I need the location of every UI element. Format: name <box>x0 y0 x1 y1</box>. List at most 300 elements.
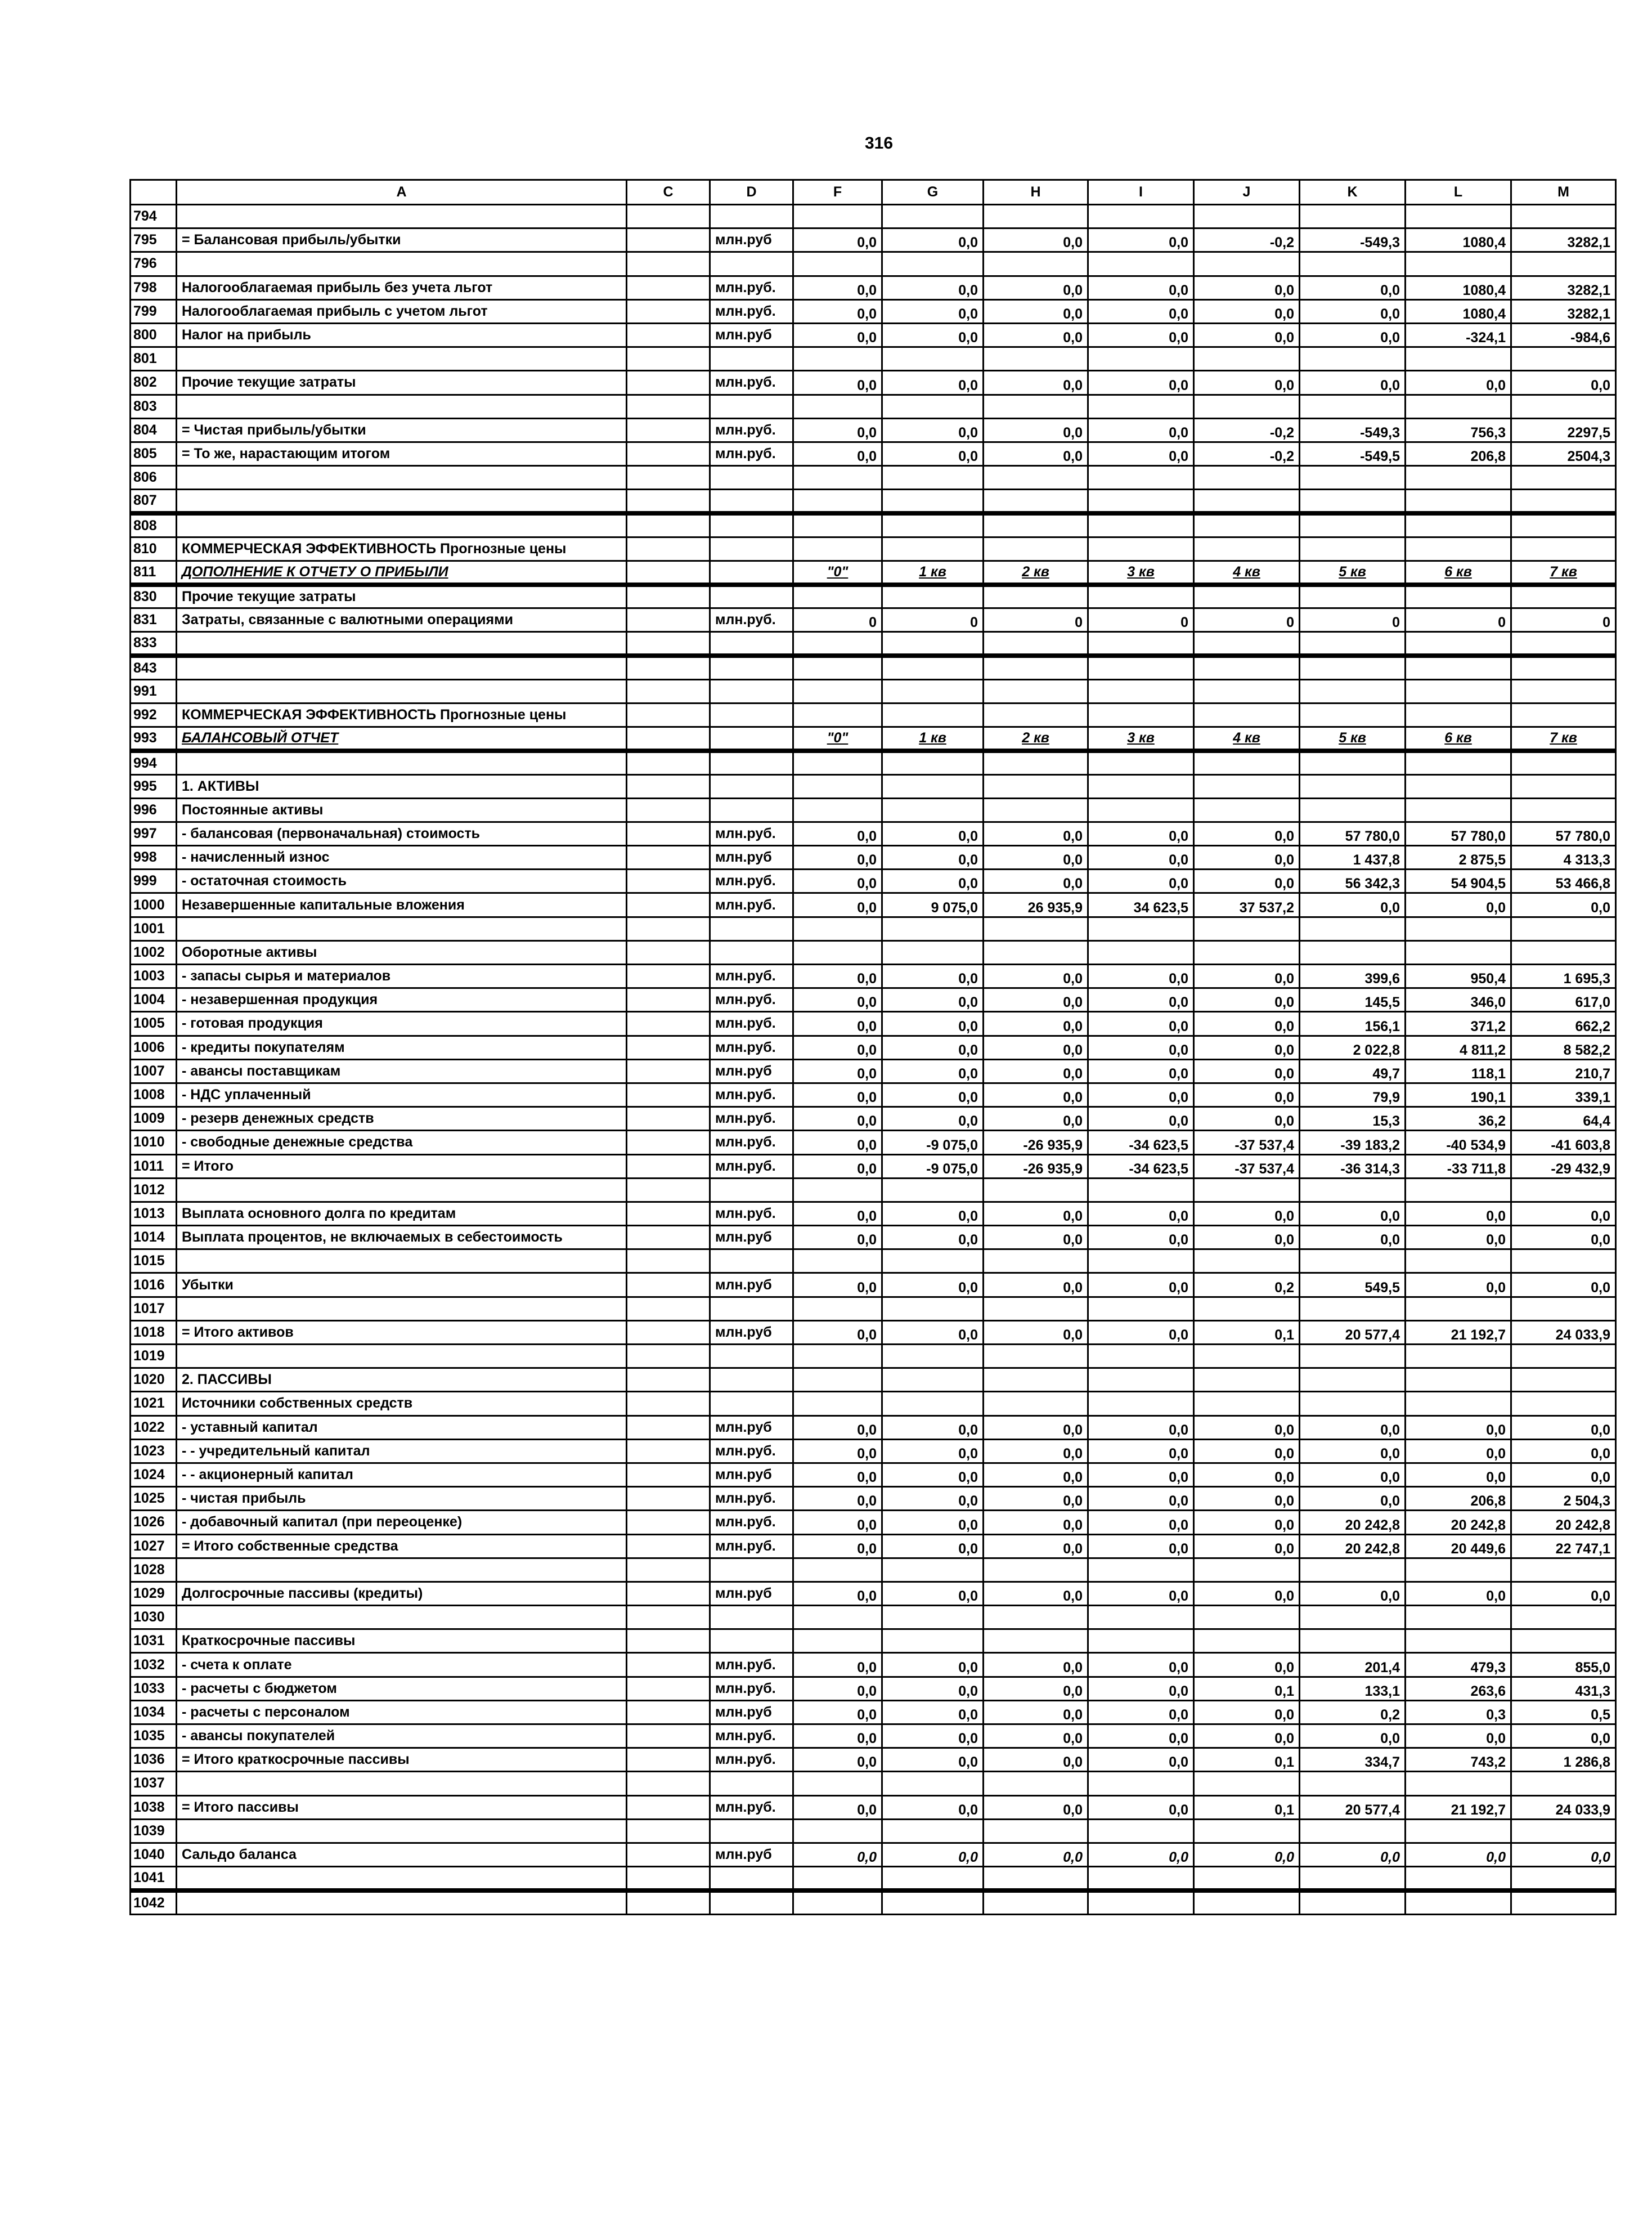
value-cell[interactable] <box>1194 774 1300 798</box>
unit-cell[interactable] <box>710 1819 793 1843</box>
value-cell[interactable] <box>984 632 1088 656</box>
value-cell[interactable]: 0,0 <box>882 846 984 870</box>
unit-cell[interactable]: млн.руб <box>710 229 793 252</box>
value-cell[interactable] <box>1194 1345 1300 1368</box>
row-number-cell[interactable]: 1019 <box>131 1345 177 1368</box>
label-cell[interactable] <box>177 1345 627 1368</box>
unit-cell[interactable]: млн.руб. <box>710 1131 793 1154</box>
value-cell[interactable] <box>1511 1345 1616 1368</box>
value-cell[interactable]: 0 <box>1194 608 1300 632</box>
value-cell[interactable] <box>984 513 1088 537</box>
value-cell[interactable]: 0,0 <box>1088 1487 1194 1511</box>
value-cell[interactable] <box>1300 1297 1406 1320</box>
label-cell[interactable]: - счета к оплате <box>177 1653 627 1677</box>
value-cell[interactable] <box>1088 1867 1194 1890</box>
unit-cell[interactable]: млн.руб <box>710 323 793 347</box>
value-cell[interactable] <box>1511 1178 1616 1202</box>
value-cell[interactable] <box>1088 1368 1194 1392</box>
value-cell[interactable]: 1080,4 <box>1406 229 1511 252</box>
value-cell[interactable] <box>1511 513 1616 537</box>
value-cell[interactable] <box>1406 751 1511 774</box>
value-cell[interactable]: "0" <box>793 727 882 751</box>
value-cell[interactable] <box>1511 1819 1616 1843</box>
value-cell[interactable]: -26 935,9 <box>984 1154 1088 1178</box>
value-cell[interactable]: 0,0 <box>882 299 984 323</box>
value-cell[interactable]: 0,0 <box>984 1724 1088 1748</box>
unit-cell[interactable] <box>710 1249 793 1273</box>
row-number-cell[interactable]: 1001 <box>131 917 177 940</box>
value-cell[interactable]: 0,0 <box>882 371 984 395</box>
row-number-cell[interactable]: 1008 <box>131 1083 177 1106</box>
label-cell[interactable] <box>177 751 627 774</box>
label-cell[interactable] <box>177 1890 627 1914</box>
value-cell[interactable] <box>1088 1297 1194 1320</box>
column-c-cell[interactable] <box>627 1439 710 1463</box>
label-cell[interactable]: Прочие текущие затраты <box>177 585 627 608</box>
value-cell[interactable] <box>1406 490 1511 513</box>
row-number-cell[interactable]: 1022 <box>131 1415 177 1439</box>
value-cell[interactable] <box>1406 798 1511 822</box>
row-number-cell[interactable]: 804 <box>131 418 177 442</box>
value-cell[interactable]: 0,0 <box>1088 965 1194 988</box>
value-cell[interactable]: 0,0 <box>1088 988 1194 1012</box>
label-cell[interactable]: КОММЕРЧЕСКАЯ ЭФФЕКТИВНОСТЬ Прогнозные цены <box>177 703 627 727</box>
unit-cell[interactable] <box>710 1392 793 1415</box>
value-cell[interactable]: 0,0 <box>984 1748 1088 1772</box>
column-c-cell[interactable] <box>627 1511 710 1534</box>
row-number-cell[interactable]: 1016 <box>131 1273 177 1297</box>
row-number-cell[interactable]: 1033 <box>131 1677 177 1700</box>
value-cell[interactable]: -37 537,4 <box>1194 1154 1300 1178</box>
value-cell[interactable]: 2297,5 <box>1511 418 1616 442</box>
label-cell[interactable]: - балансовая (первоначальная) стоимость <box>177 822 627 845</box>
value-cell[interactable] <box>882 205 984 229</box>
row-number-cell[interactable]: 1027 <box>131 1534 177 1558</box>
value-cell[interactable]: 20 242,8 <box>1300 1511 1406 1534</box>
value-cell[interactable] <box>1194 252 1300 276</box>
row-number-cell[interactable]: 1031 <box>131 1629 177 1653</box>
value-cell[interactable] <box>793 347 882 371</box>
value-cell[interactable] <box>1194 1890 1300 1914</box>
value-cell[interactable]: 0,0 <box>1194 1653 1300 1677</box>
value-cell[interactable] <box>1511 347 1616 371</box>
value-cell[interactable]: 0,0 <box>1088 1748 1194 1772</box>
value-cell[interactable] <box>1088 679 1194 703</box>
value-cell[interactable]: -9 075,0 <box>882 1131 984 1154</box>
value-cell[interactable]: 0,0 <box>984 1700 1088 1724</box>
value-cell[interactable]: -0,2 <box>1194 229 1300 252</box>
column-c-cell[interactable] <box>627 513 710 537</box>
unit-cell[interactable]: млн.руб. <box>710 1511 793 1534</box>
value-cell[interactable] <box>1194 1178 1300 1202</box>
value-cell[interactable] <box>1088 585 1194 608</box>
value-cell[interactable]: 0,0 <box>984 276 1088 299</box>
unit-cell[interactable]: млн.руб <box>710 1059 793 1083</box>
value-cell[interactable] <box>793 1606 882 1629</box>
column-c-cell[interactable] <box>627 1059 710 1083</box>
value-cell[interactable] <box>984 751 1088 774</box>
column-header[interactable]: M <box>1511 180 1616 205</box>
value-cell[interactable]: 0,0 <box>984 988 1088 1012</box>
column-c-cell[interactable] <box>627 1463 710 1486</box>
value-cell[interactable] <box>1194 395 1300 418</box>
value-cell[interactable] <box>1511 751 1616 774</box>
unit-cell[interactable] <box>710 1606 793 1629</box>
value-cell[interactable]: 0,0 <box>984 846 1088 870</box>
value-cell[interactable] <box>793 917 882 940</box>
value-cell[interactable]: 7 кв <box>1511 561 1616 584</box>
column-c-cell[interactable] <box>627 751 710 774</box>
column-c-cell[interactable] <box>627 1154 710 1178</box>
value-cell[interactable] <box>1406 513 1511 537</box>
value-cell[interactable] <box>984 774 1088 798</box>
value-cell[interactable]: 0,0 <box>793 846 882 870</box>
unit-cell[interactable]: млн.руб. <box>710 1107 793 1131</box>
value-cell[interactable]: 0,0 <box>1194 1534 1300 1558</box>
value-cell[interactable] <box>984 585 1088 608</box>
value-cell[interactable] <box>1194 490 1300 513</box>
value-cell[interactable]: 339,1 <box>1511 1083 1616 1106</box>
column-c-cell[interactable] <box>627 846 710 870</box>
value-cell[interactable]: 0,0 <box>1511 1202 1616 1225</box>
value-cell[interactable]: 0,0 <box>984 299 1088 323</box>
value-cell[interactable]: 2504,3 <box>1511 442 1616 465</box>
value-cell[interactable] <box>882 1772 984 1795</box>
label-cell[interactable] <box>177 1178 627 1202</box>
row-number-cell[interactable]: 1032 <box>131 1653 177 1677</box>
label-cell[interactable]: - чистая прибыль <box>177 1487 627 1511</box>
value-cell[interactable]: 156,1 <box>1300 1012 1406 1036</box>
value-cell[interactable] <box>793 679 882 703</box>
column-c-cell[interactable] <box>627 1534 710 1558</box>
value-cell[interactable] <box>1511 466 1616 490</box>
value-cell[interactable]: 0,0 <box>1088 1534 1194 1558</box>
column-c-cell[interactable] <box>627 1012 710 1036</box>
value-cell[interactable]: 0,0 <box>1300 1439 1406 1463</box>
value-cell[interactable] <box>1088 1178 1194 1202</box>
column-c-cell[interactable] <box>627 1653 710 1677</box>
value-cell[interactable] <box>1194 513 1300 537</box>
value-cell[interactable]: 263,6 <box>1406 1677 1511 1700</box>
value-cell[interactable]: 0,0 <box>1406 1582 1511 1605</box>
value-cell[interactable] <box>882 1297 984 1320</box>
value-cell[interactable]: 0,0 <box>793 1036 882 1059</box>
value-cell[interactable]: 0,0 <box>984 1653 1088 1677</box>
column-c-cell[interactable] <box>627 917 710 940</box>
value-cell[interactable]: 617,0 <box>1511 988 1616 1012</box>
value-cell[interactable]: 0 <box>1088 608 1194 632</box>
value-cell[interactable]: 0,0 <box>984 1677 1088 1700</box>
row-number-cell[interactable]: 1034 <box>131 1700 177 1724</box>
value-cell[interactable]: 0,0 <box>882 1843 984 1866</box>
value-cell[interactable] <box>1406 466 1511 490</box>
unit-cell[interactable] <box>710 798 793 822</box>
value-cell[interactable]: 21 192,7 <box>1406 1795 1511 1819</box>
row-number-cell[interactable]: 1036 <box>131 1748 177 1772</box>
label-cell[interactable]: Убытки <box>177 1273 627 1297</box>
value-cell[interactable]: -9 075,0 <box>882 1154 984 1178</box>
column-c-cell[interactable] <box>627 1368 710 1392</box>
value-cell[interactable]: 0,0 <box>882 1700 984 1724</box>
value-cell[interactable]: 0,0 <box>882 1534 984 1558</box>
label-cell[interactable]: - авансы поставщикам <box>177 1059 627 1083</box>
value-cell[interactable]: 37 537,2 <box>1194 893 1300 917</box>
value-cell[interactable]: 0,0 <box>1406 1724 1511 1748</box>
value-cell[interactable] <box>1300 751 1406 774</box>
value-cell[interactable]: 0,0 <box>1300 1226 1406 1249</box>
value-cell[interactable] <box>793 1819 882 1843</box>
value-cell[interactable]: 0,0 <box>793 1677 882 1700</box>
value-cell[interactable] <box>882 513 984 537</box>
row-number-cell[interactable]: 1030 <box>131 1606 177 1629</box>
row-number-cell[interactable]: 1041 <box>131 1867 177 1890</box>
value-cell[interactable]: 3282,1 <box>1511 229 1616 252</box>
value-cell[interactable] <box>1194 1558 1300 1582</box>
value-cell[interactable]: 0,0 <box>793 323 882 347</box>
row-number-cell[interactable]: 1039 <box>131 1819 177 1843</box>
row-number-cell[interactable]: 991 <box>131 679 177 703</box>
value-cell[interactable]: 0,0 <box>1088 371 1194 395</box>
value-cell[interactable]: "0" <box>793 561 882 584</box>
value-cell[interactable]: 0,0 <box>1088 1415 1194 1439</box>
value-cell[interactable] <box>1194 466 1300 490</box>
value-cell[interactable]: 57 780,0 <box>1511 822 1616 845</box>
value-cell[interactable]: 0,0 <box>1194 1059 1300 1083</box>
column-c-cell[interactable] <box>627 1273 710 1297</box>
value-cell[interactable]: 399,6 <box>1300 965 1406 988</box>
value-cell[interactable] <box>1088 1772 1194 1795</box>
value-cell[interactable]: 0,0 <box>793 1582 882 1605</box>
value-cell[interactable] <box>984 703 1088 727</box>
value-cell[interactable]: 0,0 <box>793 1795 882 1819</box>
value-cell[interactable] <box>1194 798 1300 822</box>
value-cell[interactable] <box>984 537 1088 561</box>
value-cell[interactable]: -549,5 <box>1300 442 1406 465</box>
value-cell[interactable] <box>1088 703 1194 727</box>
value-cell[interactable] <box>1511 585 1616 608</box>
value-cell[interactable]: 0,0 <box>882 1439 984 1463</box>
value-cell[interactable]: 950,4 <box>1406 965 1511 988</box>
label-cell[interactable]: - готовая продукция <box>177 1012 627 1036</box>
label-cell[interactable] <box>177 1772 627 1795</box>
value-cell[interactable]: 0,0 <box>882 1487 984 1511</box>
value-cell[interactable]: 0,0 <box>984 822 1088 845</box>
row-number-cell[interactable]: 794 <box>131 205 177 229</box>
value-cell[interactable]: -37 537,4 <box>1194 1131 1300 1154</box>
value-cell[interactable]: -0,2 <box>1194 442 1300 465</box>
column-header[interactable]: D <box>710 180 793 205</box>
label-cell[interactable] <box>177 1249 627 1273</box>
value-cell[interactable]: 0,0 <box>882 1677 984 1700</box>
value-cell[interactable]: 7 кв <box>1511 727 1616 751</box>
unit-cell[interactable]: млн.руб <box>710 1700 793 1724</box>
label-cell[interactable]: Выплата процентов, не включаемых в себестоимость <box>177 1226 627 1249</box>
value-cell[interactable] <box>1406 347 1511 371</box>
value-cell[interactable]: 0,0 <box>882 1653 984 1677</box>
value-cell[interactable]: 0,0 <box>1088 1083 1194 1106</box>
value-cell[interactable] <box>1088 1819 1194 1843</box>
value-cell[interactable]: 0,0 <box>1194 1582 1300 1605</box>
value-cell[interactable] <box>1406 1368 1511 1392</box>
value-cell[interactable]: 0,0 <box>1406 371 1511 395</box>
unit-cell[interactable]: млн.руб. <box>710 1012 793 1036</box>
unit-cell[interactable]: млн.руб. <box>710 1036 793 1059</box>
row-number-cell[interactable]: 796 <box>131 252 177 276</box>
value-cell[interactable] <box>793 656 882 679</box>
label-cell[interactable]: Долгосрочные пассивы (кредиты) <box>177 1582 627 1605</box>
label-cell[interactable]: - авансы покупателей <box>177 1724 627 1748</box>
value-cell[interactable]: 0,0 <box>793 371 882 395</box>
value-cell[interactable]: 0,0 <box>1088 1273 1194 1297</box>
value-cell[interactable] <box>1406 917 1511 940</box>
value-cell[interactable]: 0,0 <box>1511 1273 1616 1297</box>
column-c-cell[interactable] <box>627 1487 710 1511</box>
value-cell[interactable]: 0,2 <box>1194 1273 1300 1297</box>
value-cell[interactable] <box>882 751 984 774</box>
value-cell[interactable]: 0,0 <box>984 1463 1088 1486</box>
value-cell[interactable]: 15,3 <box>1300 1107 1406 1131</box>
unit-cell[interactable] <box>710 585 793 608</box>
value-cell[interactable] <box>1088 347 1194 371</box>
column-c-cell[interactable] <box>627 1772 710 1795</box>
value-cell[interactable]: 0,0 <box>1406 1226 1511 1249</box>
value-cell[interactable]: 0,0 <box>984 1534 1088 1558</box>
value-cell[interactable] <box>1406 1392 1511 1415</box>
value-cell[interactable]: 346,0 <box>1406 988 1511 1012</box>
label-cell[interactable]: = Итого активов <box>177 1320 627 1344</box>
label-cell[interactable] <box>177 1297 627 1320</box>
value-cell[interactable]: 0,0 <box>1406 1439 1511 1463</box>
value-cell[interactable] <box>882 1368 984 1392</box>
value-cell[interactable]: 371,2 <box>1406 1012 1511 1036</box>
value-cell[interactable] <box>1300 252 1406 276</box>
row-number-cell[interactable]: 997 <box>131 822 177 845</box>
value-cell[interactable]: 0 <box>984 608 1088 632</box>
label-cell[interactable]: = Балансовая прибыль/убытки <box>177 229 627 252</box>
unit-cell[interactable]: млн.руб. <box>710 1534 793 1558</box>
value-cell[interactable] <box>1194 1819 1300 1843</box>
value-cell[interactable] <box>1300 1890 1406 1914</box>
value-cell[interactable] <box>1300 395 1406 418</box>
value-cell[interactable]: 20 577,4 <box>1300 1795 1406 1819</box>
value-cell[interactable] <box>1406 656 1511 679</box>
value-cell[interactable]: 0,0 <box>1194 822 1300 845</box>
unit-cell[interactable]: млн.руб. <box>710 299 793 323</box>
row-number-cell[interactable]: 992 <box>131 703 177 727</box>
value-cell[interactable]: 0,0 <box>1194 846 1300 870</box>
column-header[interactable] <box>131 180 177 205</box>
value-cell[interactable]: 0,0 <box>984 1012 1088 1036</box>
row-number-cell[interactable]: 805 <box>131 442 177 465</box>
value-cell[interactable] <box>882 490 984 513</box>
column-c-cell[interactable] <box>627 276 710 299</box>
value-cell[interactable] <box>1194 917 1300 940</box>
value-cell[interactable]: 0,0 <box>793 893 882 917</box>
column-c-cell[interactable] <box>627 323 710 347</box>
value-cell[interactable]: 3 кв <box>1088 727 1194 751</box>
value-cell[interactable] <box>1511 656 1616 679</box>
value-cell[interactable] <box>1194 1772 1300 1795</box>
value-cell[interactable] <box>1194 703 1300 727</box>
column-c-cell[interactable] <box>627 1843 710 1866</box>
value-cell[interactable]: 1 695,3 <box>1511 965 1616 988</box>
value-cell[interactable]: 0,0 <box>1088 299 1194 323</box>
value-cell[interactable]: 0 <box>882 608 984 632</box>
label-cell[interactable]: Сальдо баланса <box>177 1843 627 1866</box>
value-cell[interactable]: 0,0 <box>984 1202 1088 1225</box>
value-cell[interactable]: 0,0 <box>1194 1439 1300 1463</box>
value-cell[interactable]: 4 811,2 <box>1406 1036 1511 1059</box>
unit-cell[interactable]: млн.руб. <box>710 1748 793 1772</box>
row-number-cell[interactable]: 1026 <box>131 1511 177 1534</box>
label-cell[interactable]: = Чистая прибыль/убытки <box>177 418 627 442</box>
value-cell[interactable]: 0,0 <box>1088 1226 1194 1249</box>
value-cell[interactable]: 431,3 <box>1511 1677 1616 1700</box>
value-cell[interactable]: 1 кв <box>882 561 984 584</box>
unit-cell[interactable]: млн.руб. <box>710 1677 793 1700</box>
unit-cell[interactable]: млн.руб. <box>710 1487 793 1511</box>
column-c-cell[interactable] <box>627 940 710 964</box>
value-cell[interactable] <box>793 585 882 608</box>
value-cell[interactable] <box>793 632 882 656</box>
value-cell[interactable] <box>882 395 984 418</box>
value-cell[interactable] <box>1511 1867 1616 1890</box>
value-cell[interactable]: 5 кв <box>1300 727 1406 751</box>
value-cell[interactable] <box>1300 1629 1406 1653</box>
unit-cell[interactable] <box>710 1890 793 1914</box>
value-cell[interactable]: 5 кв <box>1300 561 1406 584</box>
unit-cell[interactable] <box>710 751 793 774</box>
label-cell[interactable]: - - учредительный капитал <box>177 1439 627 1463</box>
value-cell[interactable]: 0,0 <box>882 1320 984 1344</box>
unit-cell[interactable] <box>710 205 793 229</box>
value-cell[interactable] <box>1511 490 1616 513</box>
value-cell[interactable]: 0,0 <box>793 1226 882 1249</box>
value-cell[interactable]: 0,0 <box>1406 1463 1511 1486</box>
value-cell[interactable] <box>984 1819 1088 1843</box>
label-cell[interactable] <box>177 656 627 679</box>
value-cell[interactable]: 0,0 <box>1088 870 1194 893</box>
row-number-cell[interactable]: 807 <box>131 490 177 513</box>
label-cell[interactable]: = Итого краткосрочные пассивы <box>177 1748 627 1772</box>
column-c-cell[interactable] <box>627 561 710 584</box>
value-cell[interactable]: 0,0 <box>1194 276 1300 299</box>
value-cell[interactable] <box>984 395 1088 418</box>
value-cell[interactable] <box>793 1629 882 1653</box>
row-number-cell[interactable]: 1015 <box>131 1249 177 1273</box>
label-cell[interactable]: - кредиты покупателям <box>177 1036 627 1059</box>
value-cell[interactable]: 0,0 <box>1511 1724 1616 1748</box>
label-cell[interactable] <box>177 1867 627 1890</box>
value-cell[interactable]: 0,0 <box>1300 1582 1406 1605</box>
value-cell[interactable] <box>1300 632 1406 656</box>
column-c-cell[interactable] <box>627 371 710 395</box>
value-cell[interactable]: 0,0 <box>1088 1059 1194 1083</box>
value-cell[interactable] <box>1406 1867 1511 1890</box>
value-cell[interactable] <box>1194 1368 1300 1392</box>
column-c-cell[interactable] <box>627 798 710 822</box>
column-c-cell[interactable] <box>627 822 710 845</box>
value-cell[interactable]: 0,0 <box>793 988 882 1012</box>
unit-cell[interactable]: млн.руб. <box>710 276 793 299</box>
unit-cell[interactable] <box>710 917 793 940</box>
value-cell[interactable]: 0,0 <box>1300 1843 1406 1866</box>
unit-cell[interactable] <box>710 513 793 537</box>
value-cell[interactable] <box>1300 1249 1406 1273</box>
value-cell[interactable] <box>1406 1629 1511 1653</box>
value-cell[interactable]: 0,0 <box>1194 323 1300 347</box>
value-cell[interactable]: 4 кв <box>1194 561 1300 584</box>
